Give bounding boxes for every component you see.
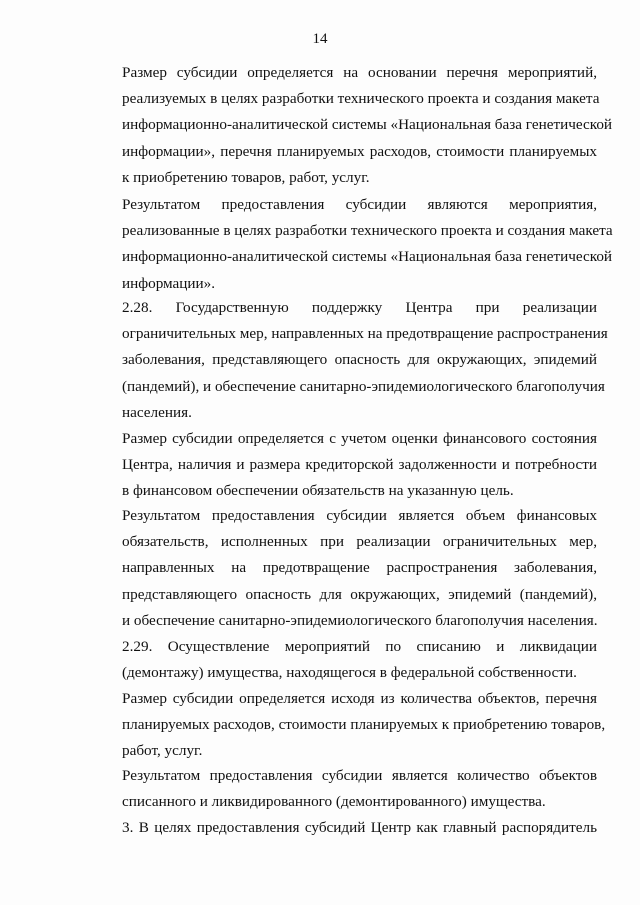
text-line: (пандемий), и обеспечение санитарно-эпидемиологического благополучия (122, 377, 605, 395)
text-line: 3. В целях предоставления субсидий Центр как главный распорядитель (122, 819, 597, 836)
text-line: представляющего опасность для окружающих, эпидемий (пандемий), (122, 585, 597, 603)
text-line: Размер субсидии определяется на основании перечня мероприятий, (122, 64, 597, 81)
paragraph-subsidy-size-genetic-base (92, 60, 613, 191)
text-line: обязательств, исполненных при реализации ограничительных мер, (122, 533, 597, 551)
paragraph-subsidy-result-genetic-base (92, 192, 613, 297)
paragraph-subsidy-size-financial-state (92, 426, 597, 505)
text-line: реализуемых в целях разработки технического проекта и создания макета (122, 90, 600, 108)
text-line: 2.28. Государственную поддержку Центра при реализации (122, 299, 597, 316)
text-line: к приобретению товаров, работ, услуг. (122, 168, 370, 186)
paragraph-subsidy-result-objects (92, 763, 597, 815)
text-line: реализованные в целях разработки технического проекта и создания макета (122, 222, 613, 240)
paragraph-section-2-28 (92, 295, 608, 426)
text-line: Размер субсидии определяется исходя из количества объектов, перечня (122, 690, 597, 707)
text-line: ограничительных мер, направленных на предотвращение распространения (122, 325, 608, 343)
text-line: Результатом предоставления субсидии является объем финансовых (122, 507, 597, 524)
text-line: (демонтажу) имущества, находящегося в федеральной собственности. (122, 664, 577, 682)
text-line: Результатом предоставления субсидии являются мероприятия, (122, 196, 597, 213)
text-line: информационно-аналитической системы «Национальная база генетической (122, 116, 613, 134)
text-line: в финансовом обеспечении обязательств на указанную цель. (122, 482, 514, 500)
text-line: информации», перечня планируемых расходов, стоимости планируемых (122, 142, 597, 160)
page-number: 14 (312, 31, 328, 47)
text-line: 2.29. Осуществление мероприятий по списанию и ликвидации (122, 638, 597, 655)
text-line: информационно-аналитической системы «Национальная база генетической (122, 248, 613, 266)
text-line: списанного и ликвидированного (демонтированного) имущества. (122, 793, 546, 811)
paragraph-section-2-29 (92, 634, 597, 686)
text-line: направленных на предотвращение распространения заболевания, (122, 559, 597, 577)
text-line: работ, услуг. (122, 742, 203, 760)
text-line: Результатом предоставления субсидии является количество объектов (122, 767, 597, 784)
text-line: населения. (122, 403, 192, 421)
text-line: заболевания, представляющего опасность для окружающих, эпидемий (122, 351, 597, 369)
text-line: Размер субсидии определяется с учетом оценки финансового состояния (122, 430, 597, 447)
paragraph-subsidy-result-obligations (92, 503, 597, 634)
text-line: планируемых расходов, стоимости планируемых к приобретению товаров, (122, 716, 606, 734)
text-line: Центра, наличия и размера кредиторской задолженности и потребности (122, 456, 597, 474)
text-line: информации». (122, 274, 216, 292)
text-line: и обеспечение санитарно-эпидемиологического благополучия населения. (122, 611, 598, 629)
paragraph-subsidy-size-objects (92, 686, 606, 765)
paragraph-section-3 (92, 815, 597, 841)
